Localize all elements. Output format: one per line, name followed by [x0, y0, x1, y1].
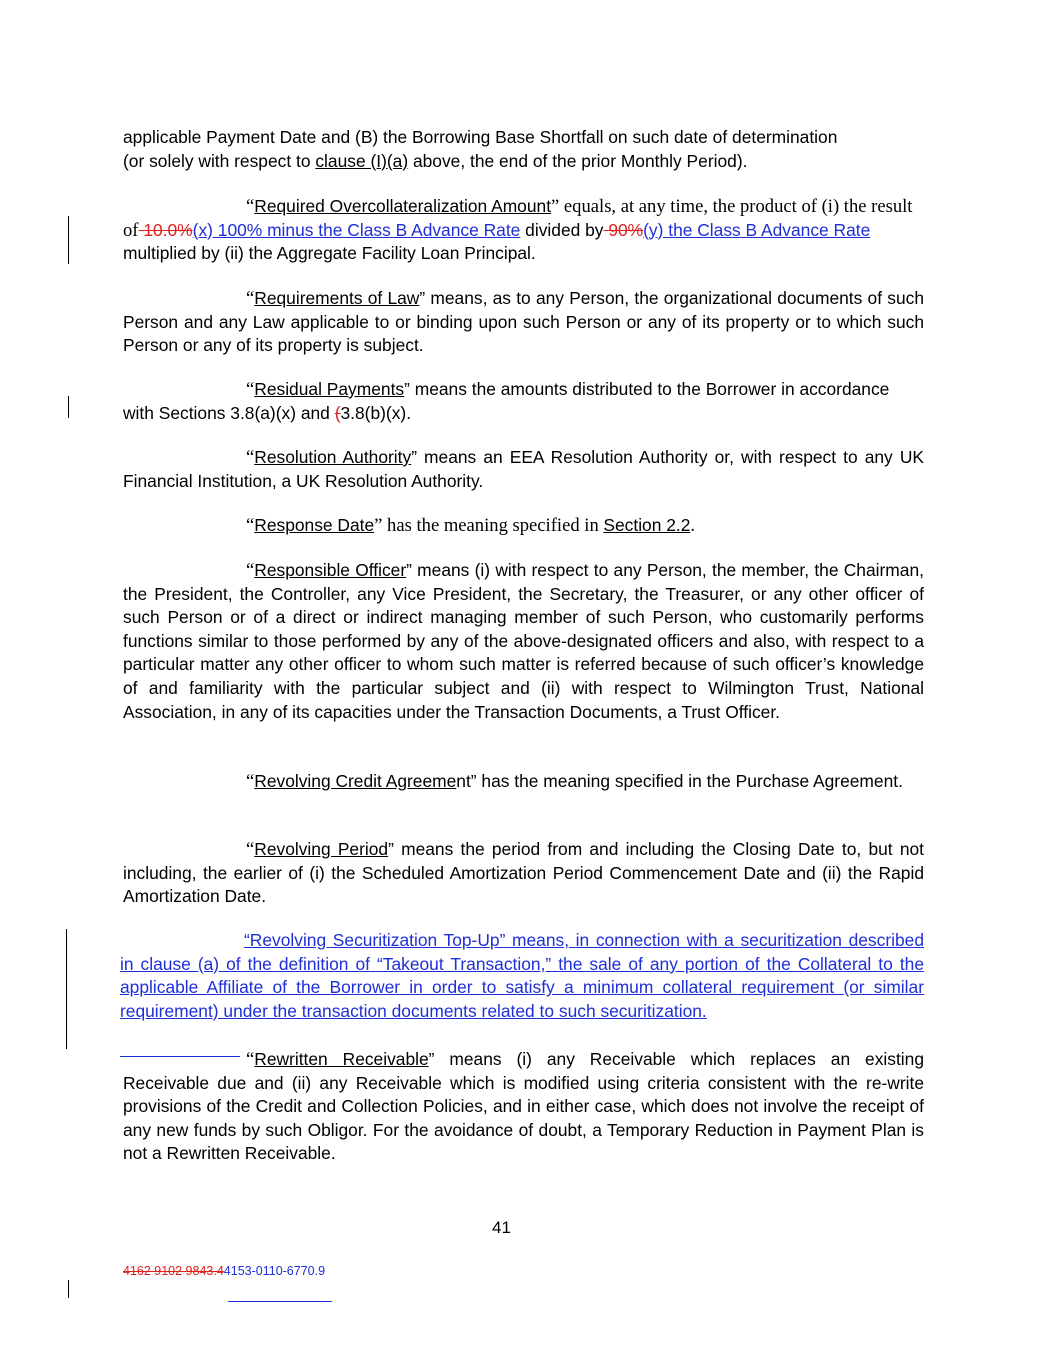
definition-responsible-officer: “Responsible Officer” means (i) with respect to any Person, the member, the Chairman, the President, the Controller, any Vice President, the Secretary, the Treasurer, or any other officer of such Person or of a direct or indirect managing member of such Person, who customarily performs functions similar to those performed by any of the above-designated officers and also, with respect to a particular matter any other officer to whom such matter is referred because of such officer’s knowledge of and familiarity with the particular subject and (ii) with respect to Wilmington Trust, National Association, in any of its capacities under the Transaction Documents, a Trust Officer.: [123, 560, 924, 722]
deleted-text: 90%: [603, 219, 644, 240]
text-run: ” means, as to any Person, the organizational documents of such Person and any Law applicable to or binding upon such Person or any of its property or to which such Person or any of its property is subject.: [123, 288, 925, 356]
change-bar: [68, 216, 69, 264]
deleted-text: (: [334, 402, 341, 423]
text-run: ” has the meaning specified in: [374, 515, 604, 536]
text-run: nt” has the meaning specified in the Purchase Agreement.: [456, 771, 903, 791]
inserted-text: (y) the Class B Advance Rate: [643, 219, 871, 240]
text-run: divided by: [520, 219, 604, 240]
deleted-text: 10.0%: [138, 219, 193, 240]
defined-term: Requirements of Law: [254, 288, 420, 308]
defined-term: Rewritten Receivable: [254, 1049, 429, 1069]
deleted-doc-id: 4162 9102 9843.4: [123, 1264, 224, 1278]
defined-term: Resolution Authority: [254, 447, 412, 467]
doc-id-underline: [228, 1301, 332, 1302]
defined-term: Revolving Period: [254, 839, 389, 859]
definition-rewritten-receivable: “Rewritten Receivable” means (i) any Receivable which replaces an existing Receivable due and (ii) any Receivable which is modified using criteria consistent with the re-write provisions of the Credit and Collection Policies, and in either case, which does not involve the receipt of any new funds by such Obligor. For the avoidance of doubt, a Temporary Reduction in Payment Plan is not a Rewritten Receivable.: [123, 1049, 924, 1164]
text-run: ” means the amounts distributed to the Borrower in accordance with Sections 3.8(a)(x) and: [123, 379, 890, 423]
page-number: 41: [492, 1218, 511, 1237]
clause-reference: clause (I)(a): [315, 150, 409, 171]
definition-resolution-authority: “Resolution Authority” means an EEA Resolution Authority or, with respect to any UK Financial Institution, a UK Resolution Authority.: [123, 447, 924, 491]
text-run: ” means (i) with respect to any Person, the member, the Chairman, the President, the Controller, any Vice President, the Secretary, the Treasurer, or any other officer of such Person or of a direct or indirect managing member of such Person, who customarily performs functions similar to those performed by any of the above-designated officers and also, with respect to a particular matter any other officer to whom such matter is referred because of such officer’s knowledge of and familiarity with the particular subject and (ii) with respect to Wilmington Trust, National Association, in any of its capacities under the Transaction Documents, a Trust Officer.: [123, 560, 924, 722]
definition-required-overcollateralization: “Required Overcollateralization Amount” equals, at any time, the product of (i) the result of 10.0%(x) 100% minus the Class B Advance Rate divided by 90%(y) the Class B Advance Rate multiplied by (ii) the Aggregate Facility Loan Principal.: [123, 196, 913, 264]
definition-revolving-credit-agreement: “Revolving Credit Agreement” has the meaning specified in the Purchase Agreement.: [246, 771, 903, 792]
document-id: [123, 1264, 325, 1278]
text-run: ” means an EEA Resolution Authority or, with respect to any UK Financial Institution, a UK Resolution Authority.: [123, 447, 924, 491]
inserted-text: (x) 100% minus the Class B Advance Rate: [192, 219, 521, 240]
defined-term: Required Overcollateralization Amount: [254, 196, 552, 216]
text-run: applicable Payment Date and (B) the Borrowing Base Shortfall on such date of determination: [123, 127, 838, 147]
text-run: .: [690, 515, 696, 536]
text-run: 3.8(b)(x).: [340, 402, 412, 423]
defined-term: Residual Payments: [254, 379, 405, 399]
definition-requirements-of-law: “Requirements of Law” means, as to any Person, the organizational documents of such Person and any Law applicable to or binding upon such Person or any of its property or to which such Person or any of its property is subject.: [123, 288, 925, 356]
defined-term: Responsible Officer: [254, 560, 407, 580]
definition-response-date: “Response Date” has the meaning specified in Section 2.2.: [246, 515, 696, 536]
text-run: multiplied by (ii) the Aggregate Facility Loan Principal.: [123, 243, 536, 264]
definition-revolving-period: “Revolving Period” means the period from and including the Closing Date to, but not including, the earlier of (i) the Scheduled Amortization Period Commencement Date and (ii) the Rapid Amortization Date.: [123, 839, 925, 907]
section-reference: Section 2.2: [603, 515, 691, 535]
defined-term: Revolving Credit Agreeme: [254, 771, 457, 791]
definition-revolving-securitization-top-up: [120, 929, 924, 1023]
text-run: ” means (i) any Receivable which replaces an existing Receivable due and (ii) any Receivable which is modified using criteria consistent with the re-write provisions of the Credit and Collection Policies, and in either case, which does not involve the receipt of any new funds by such Obligor. For the avoidance of doubt, a Temporary Reduction in Payment Plan is not a Rewritten Receivable.: [123, 1049, 924, 1164]
inserted-doc-id: 4153-0110-6770.9: [223, 1264, 326, 1278]
defined-term: Response Date: [254, 515, 375, 535]
text-run: ” equals, at any time, the product of (i) the result of: [123, 196, 913, 241]
change-bar: [68, 1280, 69, 1298]
inserted-text: “Revolving Securitization Top-Up” means, in connection with a securitization described in clause (a) of the definition of “Takeout Transaction,” the sale of any portion of the Collateral to the applicable Affiliate of the Borrower in order to satisfy a minimum collateral requirement (or similar requirement) under the transaction documents related to such securitization.: [120, 930, 924, 1021]
text-run: above, the end of the prior Monthly Period).: [408, 150, 748, 171]
definition-residual-payments: “Residual Payments” means the amounts distributed to the Borrower in accordance with Sections 3.8(a)(x) and (3.8(b)(x).: [123, 379, 890, 423]
change-bar: [66, 929, 67, 1049]
paragraph-continuation: [123, 126, 924, 173]
text-run: (or solely with respect to: [123, 150, 316, 171]
text-run: ” means the period from and including the Closing Date to, but not including, the earlier of (i) the Scheduled Amortization Period Commencement Date and (ii) the Rapid Amortization Date.: [123, 839, 925, 907]
change-bar: [68, 396, 69, 418]
